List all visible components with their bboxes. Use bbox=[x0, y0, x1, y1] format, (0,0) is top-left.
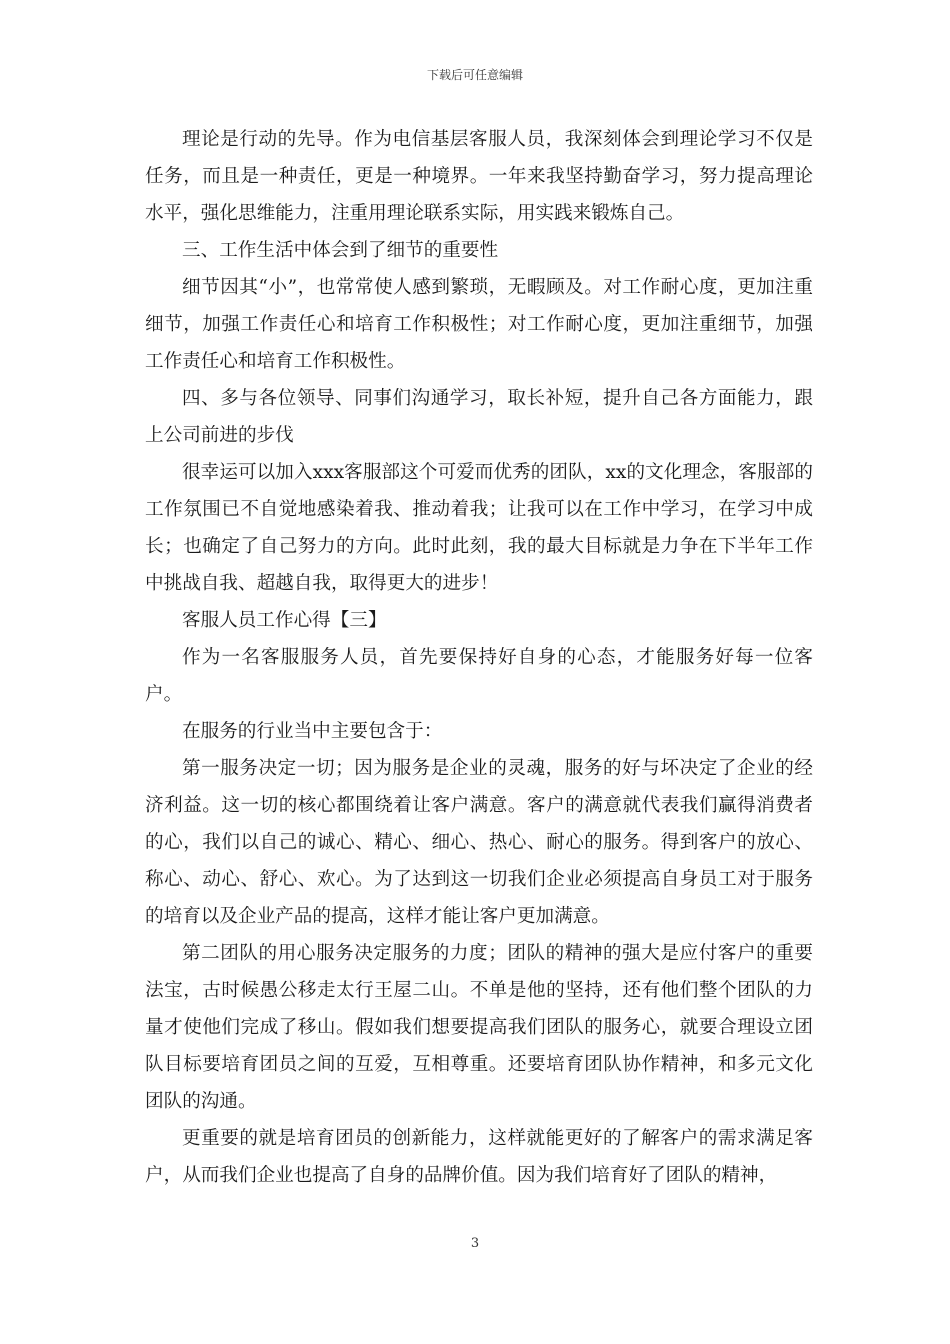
paragraph: 更重要的就是培育团员的创新能力，这样就能更好的了解客户的需求满足客户，从而我们企业也提高了自身的品牌价值。因为我们培育好了团队的精神， bbox=[145, 1128, 813, 1186]
paragraph: 作为一名客服服务人员，首先要保持好自身的心态，才能服务好每一位客户。 bbox=[145, 647, 813, 705]
section-title: 客服人员工作心得【三】 bbox=[182, 610, 387, 631]
paragraph: 第一服务决定一切；因为服务是企业的灵魂，服务的好与坏决定了企业的经济利益。这一切的核心都围绕着让客户满意。客户的满意就代表我们赢得消费者的心，我们以自己的诚心、精心、细心、热心、耐心的服务。得到客户的放心、称心、动心、舒心、欢心。为了达到这一切我们企业必须提高自身员工对于服务的培育以及企业产品的提高，这样才能让客户更加满意。 bbox=[145, 758, 813, 927]
document-body bbox=[145, 121, 813, 1194]
section-heading: 四、多与各位领导、同事们沟通学习，取长补短，提升自己各方面能力，跟上公司前进的步伐 bbox=[145, 388, 813, 446]
paragraph: 第二团队的用心服务决定服务的力度；团队的精神的强大是应付客户的重要法宝，古时候愚公移走太行王屋二山。不单是他的坚持，还有他们整个团队的力量才使他们完成了移山。假如我们想要提高我们团队的服务心，就要合理设立团队目标要培育团员之间的互爱，互相尊重。还要培育团队协作精神，和多元文化团队的沟通。 bbox=[145, 943, 813, 1112]
paragraph: 在服务的行业当中主要包含于： bbox=[182, 721, 443, 742]
page-header: 下载后可任意编辑 bbox=[426, 68, 523, 82]
page-number: 3 bbox=[470, 1236, 480, 1251]
paragraph: 很幸运可以加入xxx客服部这个可爱而优秀的团队，xx的文化理念，客服部的工作氛围已不自觉地感染着我、推动着我；让我可以在工作中学习，在学习中成长；也确定了自己努力的方向。此时此刻，我的最大目标就是力争在下半年工作中挑战自我、超越自我，取得更大的进步！ bbox=[145, 462, 813, 594]
paragraph: 理论是行动的先导。作为电信基层客服人员，我深刻体会到理论学习不仅是任务，而且是一种责任，更是一种境界。一年来我坚持勤奋学习，努力提高理论水平，强化思维能力，注重用理论联系实际，用实践来锻炼自己。 bbox=[145, 129, 813, 224]
section-heading: 三、工作生活中体会到了细节的重要性 bbox=[182, 240, 499, 261]
paragraph: 细节因其“小”，也常常使人感到繁琐，无暇顾及。对工作耐心度，更加注重细节，加强工作责任心和培育工作积极性；对工作耐心度，更加注重细节，加强工作责任心和培育工作积极性。 bbox=[145, 277, 813, 372]
